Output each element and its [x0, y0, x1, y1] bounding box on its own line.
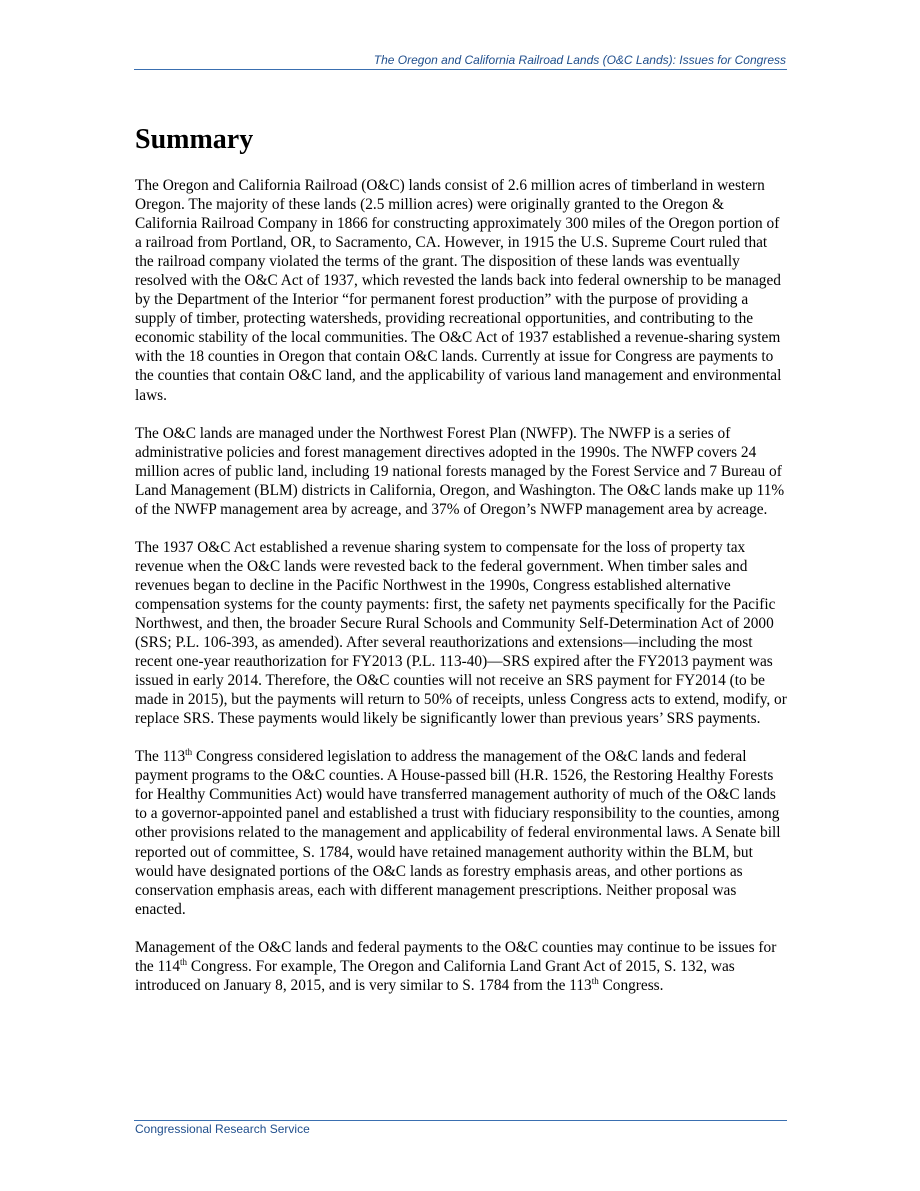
ordinal-suffix: th — [180, 956, 188, 967]
footer-source: Congressional Research Service — [135, 1122, 310, 1136]
summary-body — [135, 176, 787, 1014]
paragraph-5-tail: Congress. — [598, 976, 664, 994]
paragraph-5-middle: Congress. For example, The Oregon and California Land Grant Act of 2015, S. 132, was introduced on January 8, 2015, and is very similar to S. 1784 from the 113 — [135, 957, 735, 994]
running-header: The Oregon and California Railroad Lands (O&C Lands): Issues for Congress — [373, 53, 786, 67]
paragraph-4-rest: Congress considered legislation to address the management of the O&C lands and federal payment programs to the O&C counties. A House-passed bill (H.R. 1526, the Restoring Healthy Forests for Healthy Communities Act) would have transferred management authority of much of the O&C lands to a governor-appointed panel and established a trust with fiduciary responsibility to the counties, among other provisions related to the management and applicability of federal environmental laws. A Senate bill reported out of committee, S. 1784, would have retained management authority within the BLM, but would have designated portions of the O&C lands as forestry emphasis areas, and other portions as conservation emphasis areas, each with different management prescriptions. Neither proposal was enacted. — [135, 748, 781, 918]
ordinal-suffix: th — [591, 975, 599, 986]
ordinal-suffix: th — [185, 747, 193, 758]
paragraph-5-lead: Management of the O&C lands and federal payments to the O&C counties may continue to be issues for the 114 — [135, 938, 777, 975]
paragraph-3: The 1937 O&C Act established a revenue sharing system to compensate for the loss of property tax revenue when the O&C lands were revested back to the federal government. When timber sales and revenues began to decline in the Pacific Northwest in the 1990s, Congress established alternative compensation systems for the county payments: first, the safety net payments specifically for the Pacific Northwest, and then, the broader Secure Rural Schools and Community Self-Determination Act of 2000 (SRS; P.L. 106-393, as amended). After several reauthorizations and extensions—including the most recent one-year reauthorization for FY2013 (P.L. 113-40)—SRS expired after the FY2013 payment was issued in early 2014. Therefore, the O&C counties will not receive an SRS payment for FY2014 (to be made in 2015), but the payments will return to 50% of receipts, unless Congress acts to extend, modify, or replace SRS. These payments would likely be significantly lower than previous years’ SRS payments. — [135, 538, 787, 728]
footer-divider — [134, 1120, 787, 1121]
header-divider — [134, 69, 787, 70]
paragraph-4-lead: The 113 — [135, 748, 186, 766]
section-title: Summary — [135, 124, 254, 155]
paragraph-1: The Oregon and California Railroad (O&C) lands consist of 2.6 million acres of timberland in western Oregon. The majority of these lands (2.5 million acres) were originally granted to the Oregon & California Railroad Company in 1866 for constructing approximately 300 miles of the Oregon portion of a railroad from Portland, OR, to Sacramento, CA. However, in 1915 the U.S. Supreme Court ruled that the railroad company violated the terms of the grant. The disposition of these lands was eventually resolved with the O&C Act of 1937, which revested the lands back into federal ownership to be managed by the Department of the Interior “for permanent forest production” with the purpose of providing a supply of timber, protecting watersheds, providing recreational opportunities, and contributing to the economic stability of the local communities. The O&C Act of 1937 established a revenue-sharing system with the 18 counties in Oregon that contain O&C lands. Currently at issue for Congress are payments to the counties that contain O&C land, and the applicability of various land management and environmental laws. — [135, 177, 782, 404]
paragraph-2: The O&C lands are managed under the Northwest Forest Plan (NWFP). The NWFP is a series of administrative policies and forest management directives adopted in the 1990s. The NWFP covers 24 million acres of public land, including 19 national forests managed by the Forest Service and 7 Bureau of Land Management (BLM) districts in California, Oregon, and Washington. The O&C lands make up 11% of the NWFP management area by acreage, and 37% of Oregon’s NWFP management area by acreage. — [135, 424, 785, 518]
paragraph-5 — [135, 938, 787, 995]
paragraph-4 — [135, 747, 787, 918]
